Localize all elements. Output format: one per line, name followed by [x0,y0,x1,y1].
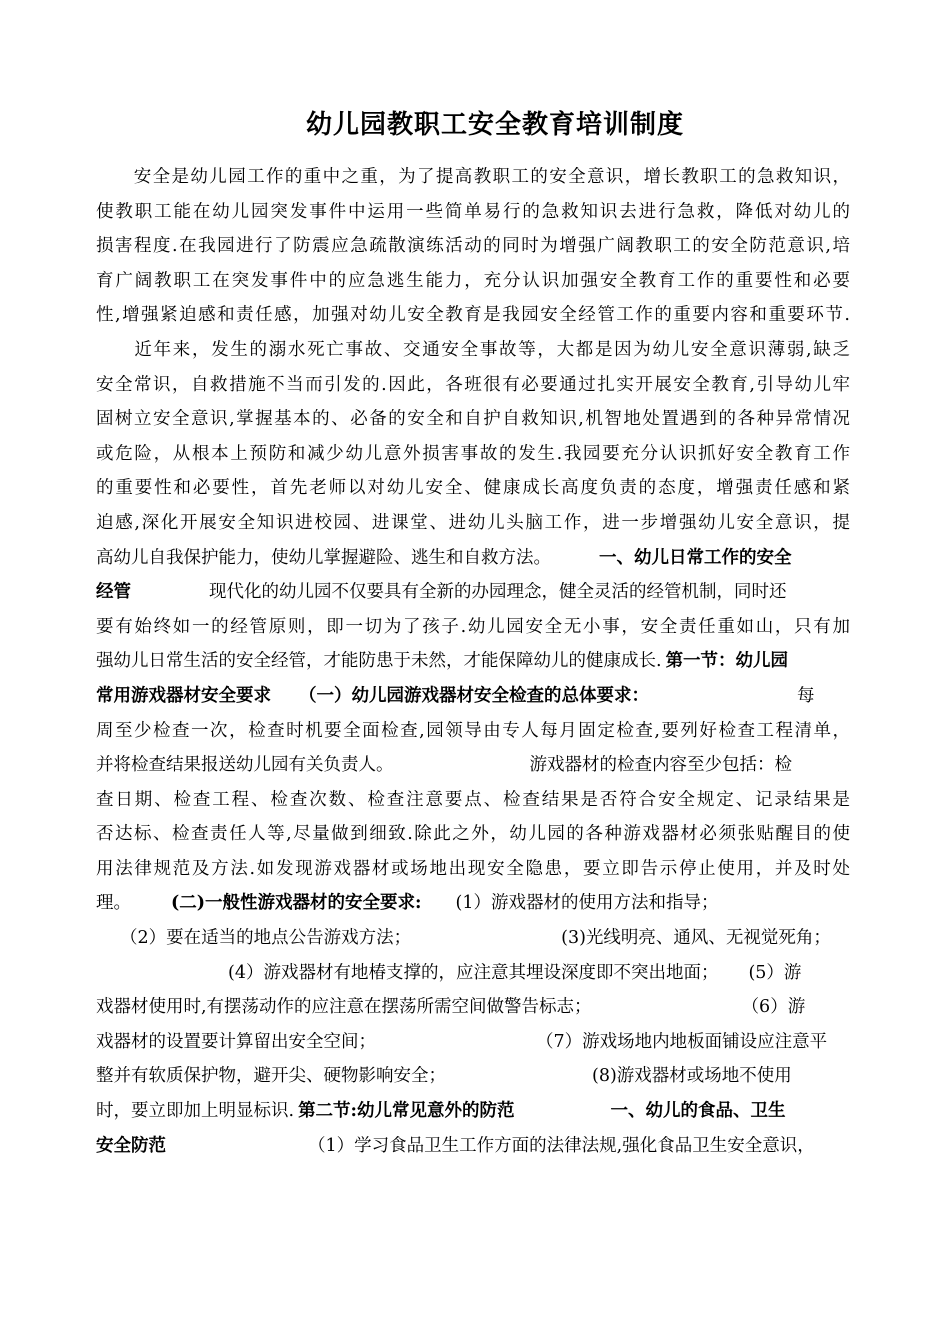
text-line [96,886,850,921]
text-line [96,1025,850,1060]
section-heading: 第一节：幼儿园 [665,651,789,672]
text-run: 现代化的幼儿园不仅要具有全新的办园理念，健全灵活的经管机制，同时还 [209,582,787,603]
text-line: 性,增强紧迫感和责任感，加强对幼儿安全教育是我园安全经管工作的重要内容和重要环节. [96,305,850,326]
text-run: (3)光线明亮、通风、无视觉死角； [561,928,831,949]
text-line [96,679,850,714]
text-line: 育广阔教职工在突发事件中的应急逃生能力，充分认识加强安全教育工作的重要性和必要 [96,270,850,291]
text-run: 高幼儿自我保护能力，使幼儿掌握避险、逃生和自救方法。 [96,547,551,568]
text-line: 或危险，从根本上预防和减少幼儿意外损害事故的发生.我园要充分认识抓好安全教育工作 [96,443,850,464]
text-run: 整并有软质保护物，避开尖、硬物影响安全； [96,1066,446,1087]
text-line [96,1094,850,1129]
text-line: 使教职工能在幼儿园突发事件中运用一些简单易行的急救知识去进行急救，降低对幼儿的 [96,201,850,222]
text-run: 游戏器材的检查内容至少包括：检 [529,755,792,776]
text-line: 安全常识，自救措施不当而引发的.因此，各班很有必要通过扎实开展安全教育,引导幼儿牢 [96,374,850,395]
section-heading: 安全防范 [96,1135,166,1156]
text-line [96,541,850,576]
text-line [96,644,850,679]
text-line: 损害程度.在我园进行了防震应急疏散演练活动的同时为增强广阔教职工的安全防范意识,培 [96,236,850,257]
text-run: （7）游戏场地内地板面铺设应注意平 [536,1031,828,1052]
page-title: 幼儿园教职工安全教育培训制度 [305,110,684,140]
text-line: 用法律规范及方法.如发现游戏器材或场地出现安全隐患，要立即告示停止使用，并及时处 [96,858,850,879]
text-line: 固树立安全意识,掌握基本的、必备的安全和自护自救知识,机智地处置遇到的各种异常情况 [96,409,850,430]
text-line [96,748,850,783]
section-heading: （一）幼儿园游戏器材安全检查的总体要求： [299,685,649,706]
text-run: 理。 [96,893,131,914]
text-run: 并将检查结果报送幼儿园有关负责人。 [96,755,394,776]
text-run: （2）要在适当的地点公告游戏方法； [120,928,412,949]
text-run: (1）游戏器材的使用方法和指导； [455,893,719,914]
text-line: 安全是幼儿园工作的重中之重，为了提高教职工的安全意识，增长教职工的急救知识， [96,167,850,187]
section-heading: 一、幼儿日常工作的安全 [599,547,792,568]
text-run: 戏器材使用时,有摆荡动作的应注意在摆荡所需空间做警告标志； [96,997,592,1018]
text-line: 否达标、检查责任人等,尽量做到细致.除此之外，幼儿园的各种游戏器材必须张贴醒目的使 [96,824,850,845]
text-line: 的重要性和必要性，首先老师以对幼儿安全、健康成长高度负责的态度，增强责任感和紧 [96,478,850,499]
section-heading: 常用游戏器材安全要求 [96,685,271,706]
text-line [96,1129,850,1164]
text-line: 迫感,深化开展安全知识进校园、进课堂、进幼儿头脑工作，进一步增强幼儿安全意识，提 [96,512,850,533]
text-line: 周至少检查一次，检查时机要全面检查,园领导由专人每月固定检查,要列好检查工程清单， [96,720,850,741]
section-heading: (二)一般性游戏器材的安全要求: [171,893,422,914]
text-line [96,990,850,1025]
section-heading: 经管 [96,582,131,603]
text-line: 要有始终如一的经管原则，即一切为了孩子.幼儿园安全无小事，安全责任重如山，只有加 [96,616,850,637]
document-body [96,160,850,1163]
text-run: (5）游 [748,962,802,983]
section-heading: 第二节:幼儿常见意外的防范 [298,1101,515,1122]
text-run: (4）游戏器材有地椿支撑的，应注意其埋设深度即不突出地面； [228,962,719,983]
text-run: 戏器材的设置要计算留出安全空间； [96,1031,376,1052]
text-run: （6）游 [741,997,806,1018]
section-heading: 一、幼儿的食品、卫生 [610,1101,786,1122]
text-line [96,575,850,610]
text-run: 强幼儿日常生活的安全经管，才能防患于未然，才能保障幼儿的健康成长. [96,651,662,672]
text-line [96,921,850,956]
text-run: (8)游戏器材或场地不使用 [592,1066,792,1087]
text-line: 近年来，发生的溺水死亡事故、交通安全事故等，大都是因为幼儿安全意识薄弱,缺乏 [96,339,850,360]
text-run: 时，要立即加上明显标识. [96,1101,295,1122]
text-line [96,1059,850,1094]
text-run: （1）学习食品卫生工作方面的法律法规,强化食品卫生安全意识， [308,1135,815,1156]
text-line: 查日期、检查工程、检查次数、检查注意要点、检查结果是否符合安全规定、记录结果是 [96,789,850,810]
text-line [96,956,850,991]
text-run: 每 [797,685,815,706]
